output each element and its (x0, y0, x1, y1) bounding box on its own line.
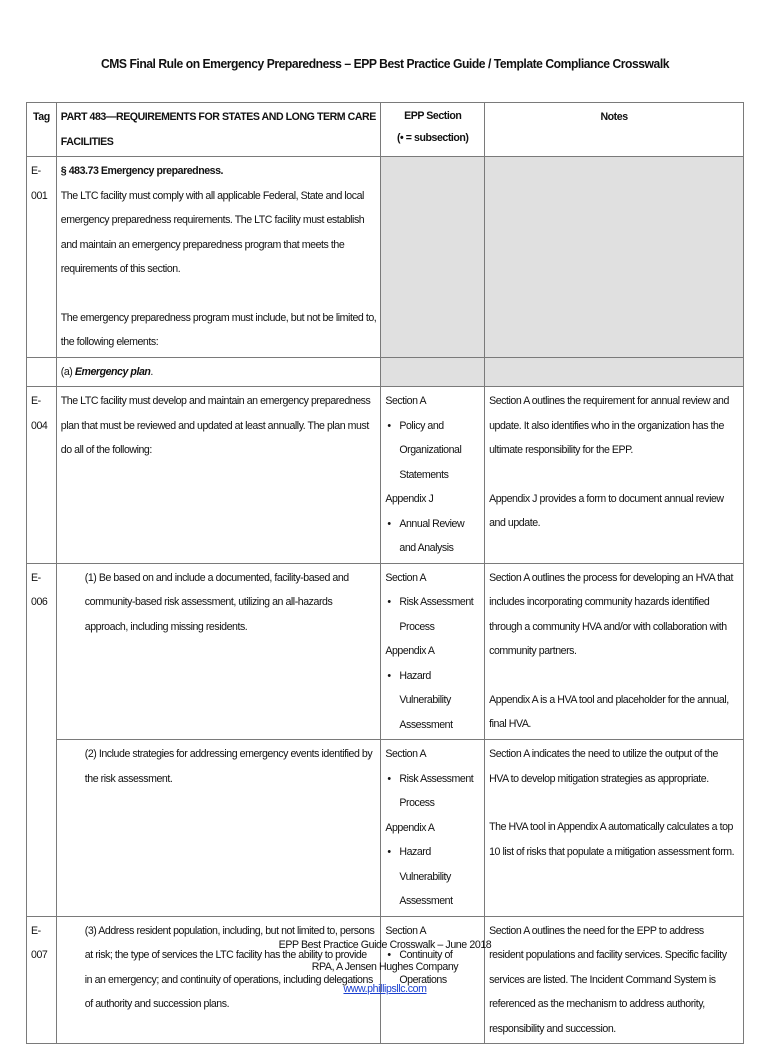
notes-cell (485, 563, 744, 740)
tag-cell: E-007 (27, 916, 57, 1044)
note-text: Section A outlines the process for developing an HVA that includes incorporating community hazards identified through a community HVA and/or with collaboration with community partners. (489, 571, 733, 657)
tag-cell: E-001 (27, 157, 57, 358)
section-ref: Appendix J (385, 493, 434, 505)
footer-website-link[interactable]: www.phillipsllc.com (343, 983, 427, 995)
paragraph-gap (489, 791, 739, 815)
note-text: Appendix J provides a form to document annual review and update. (489, 492, 724, 529)
header-epp-line1: EPP Section (404, 110, 462, 122)
section-ref: Section A (385, 924, 427, 937)
epp-section-cell (381, 387, 485, 564)
subsection-item: • Hazard Vulnerability Assessment (385, 664, 480, 738)
tag-cell: E-006 (27, 563, 57, 740)
table-row (27, 157, 744, 358)
paragraph-gap (489, 463, 739, 487)
notes-cell (485, 387, 744, 564)
requirement-text: The emergency preparedness program must include, but not be limited to, the following elements: (60, 311, 377, 348)
requirement-cell (56, 157, 381, 358)
section-ref: Section A (385, 748, 427, 760)
epp-section-cell (381, 563, 485, 740)
subsection-prefix: (a) (60, 365, 75, 378)
epp-section-cell (381, 357, 485, 387)
subsection-item: • Continuity of Operations (385, 943, 480, 992)
paragraph-gap (61, 282, 377, 306)
subsection-item: • Risk Assessment Process (385, 767, 480, 816)
notes-cell: Section A outlines the need for the EPP to address resident populations and facility services. Specific facility services are listed. The Incident Command System is referenced as the mechanism to address authority, responsibility and succession. (485, 916, 744, 1044)
tag-cell: E-004 (27, 387, 57, 564)
table-row (27, 740, 744, 917)
requirement-cell: (1) Be based on and include a documented, facility-based and community-based risk assessment, utilizing an all-hazards approach, including missing residents. (56, 563, 381, 740)
header-requirements: PART 483—REQUIREMENTS FOR STATES AND LONG TERM CARE FACILITIES (56, 103, 381, 157)
note-text: Section A outlines the requirement for annual review and update. It also identifies who in the organization has the ultimate responsibility for the EPP. (489, 395, 729, 456)
section-ref: Appendix A (385, 645, 435, 657)
subsection-item: • Hazard Vulnerability Assessment (385, 840, 480, 914)
page-footer (0, 934, 770, 1000)
section-heading: § 483.73 Emergency preparedness. (60, 165, 224, 177)
header-epp-section (381, 103, 485, 157)
paragraph-gap (489, 664, 739, 688)
requirement-cell: (2) Include strategies for addressing emergency events identified by the risk assessment. (56, 740, 381, 917)
header-notes: Notes (485, 103, 744, 157)
section-ref: Appendix A (385, 821, 435, 834)
subsection-suffix: . (150, 365, 153, 378)
tag-cell (27, 740, 57, 917)
notes-cell (485, 740, 744, 917)
subsection-item: • Annual Review and Analysis (385, 512, 480, 561)
subsection-item: • Policy and Organizational Statements (385, 414, 480, 488)
header-epp-line2: (• = subsection) (396, 132, 469, 144)
notes-cell (485, 357, 744, 387)
requirement-text: The LTC facility must comply with all applicable Federal, State and local emergency preparedness requirements. The LTC facility must establish and maintain an emergency preparedness program that meets the requirements of this section. (60, 189, 365, 275)
section-ref: Section A (385, 571, 427, 584)
section-ref: Section A (385, 395, 427, 407)
crosswalk-table (26, 102, 744, 1044)
requirement-cell: (3) Address resident population, including, but not limited to, persons at risk; the type of services the LTC facility has the ability to provide in an emergency; and continuity of operations, including delegations of authority and succession plans. (56, 916, 381, 1044)
tag-cell (27, 357, 57, 387)
notes-cell (485, 157, 744, 358)
subsection-item: • Risk Assessment Process (385, 590, 480, 639)
note-text: Section A indicates the need to utilize the output of the HVA to develop mitigation strategies as appropriate. (489, 748, 718, 785)
note-text: Appendix A is a HVA tool and placeholder for the annual, final HVA. (489, 693, 729, 730)
table-header-row (27, 103, 744, 157)
table-row (27, 563, 744, 740)
requirement-cell: The LTC facility must develop and maintain an emergency preparedness plan that must be reviewed and updated at least annually. The plan must do all of the following: (56, 387, 381, 564)
note-text: The HVA tool in Appendix A automatically calculates a top 10 list of risks that populate a mitigation assessment form. (489, 821, 735, 858)
epp-section-cell (381, 157, 485, 358)
epp-section-cell (381, 740, 485, 917)
table-row (27, 357, 744, 387)
header-tag: Tag (27, 103, 57, 157)
footer-guide-line: EPP Best Practice Guide Crosswalk – June 2018 (278, 939, 492, 951)
table-row (27, 387, 744, 564)
subsection-title: Emergency plan (74, 365, 151, 378)
page-title: CMS Final Rule on Emergency Preparedness – EPP Best Practice Guide / Template Compliance Crosswalk (100, 56, 670, 71)
footer-company-line: RPA, A Jensen Hughes Company (311, 961, 459, 973)
requirement-cell (56, 357, 381, 387)
